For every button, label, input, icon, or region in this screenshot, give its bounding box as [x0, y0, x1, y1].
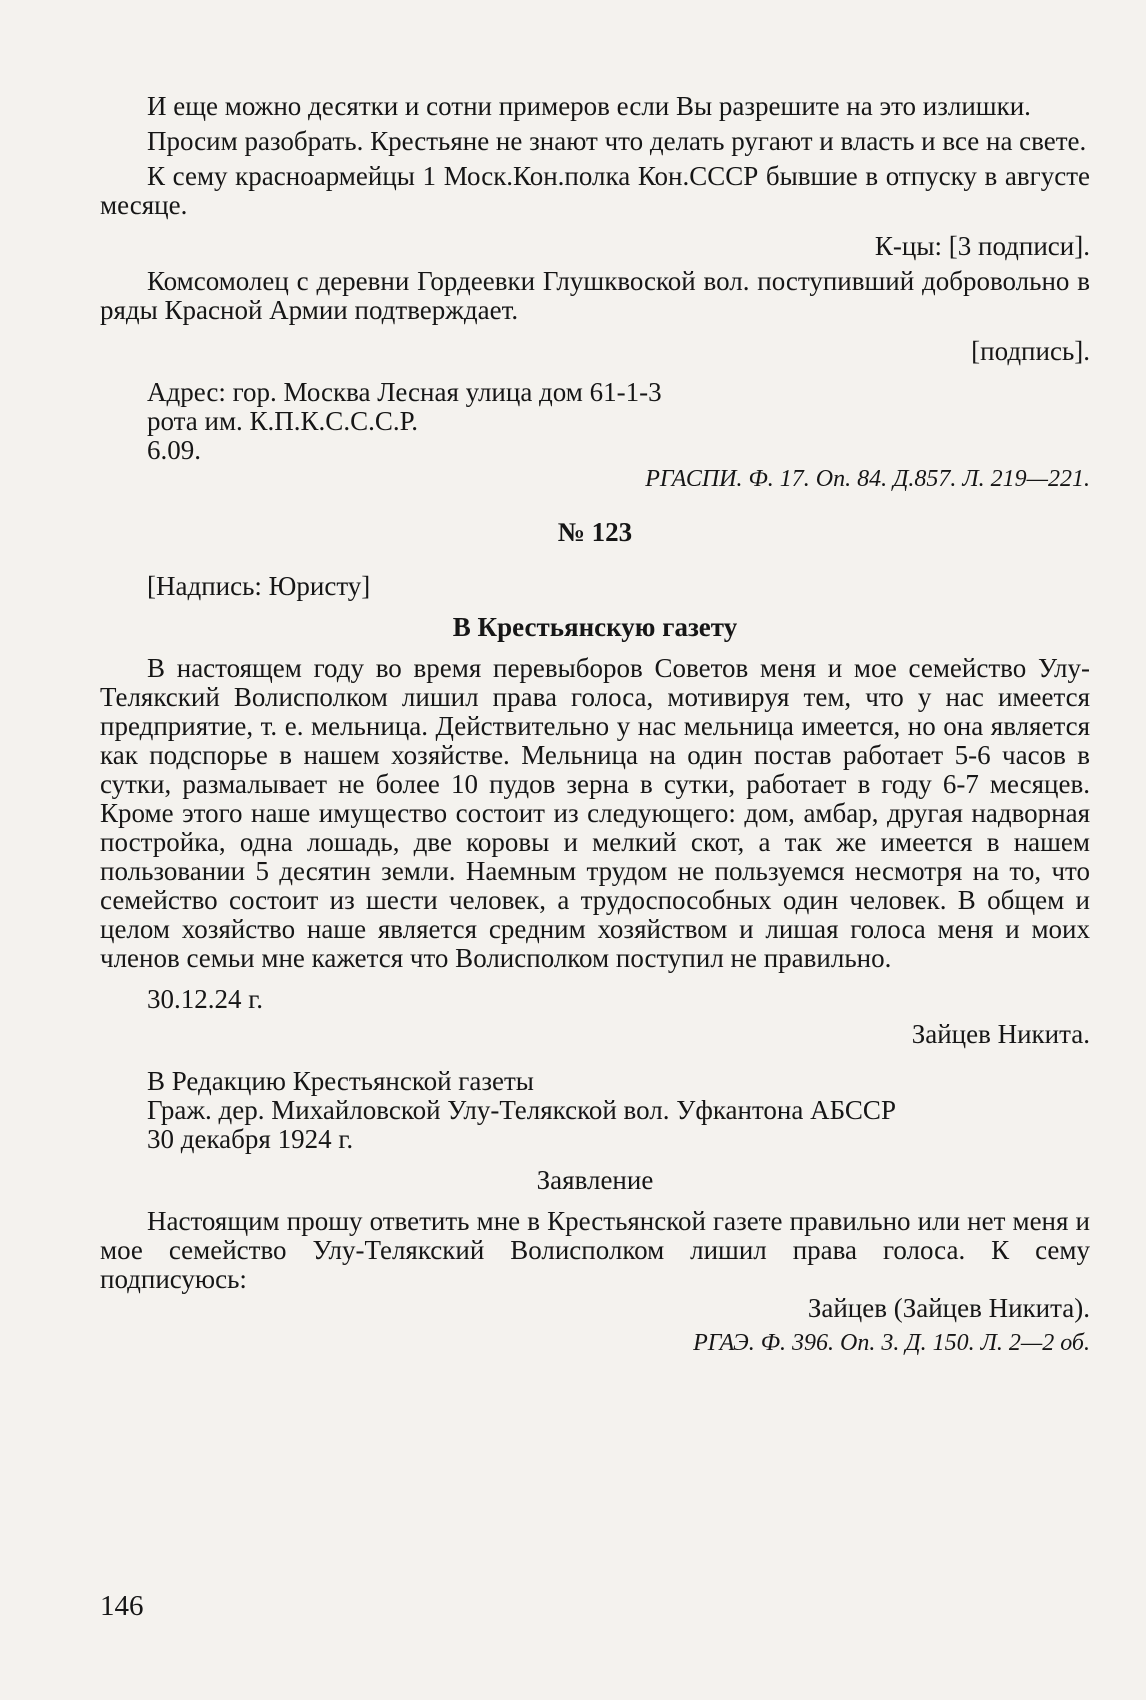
document-number: № 123: [557, 517, 633, 547]
doc123-addressee: В Редакцию Крестьянской газеты: [147, 1066, 534, 1096]
doc122-paragraph-4: Комсомолец с деревни Гордеевки Глушквоской вол. поступивший добровольно в ряды Красной Армии подтверждает.: [100, 266, 1090, 325]
doc122-paragraph-1: И еще можно десятки и сотни примеров если Вы разрешите на это излишки.: [147, 91, 1031, 121]
doc122-archive-source: РГАСПИ. Ф. 17. Оп. 84. Д.857. Л. 219—221.: [645, 466, 1090, 492]
doc123-date-2: 30 декабря 1924 г.: [147, 1124, 354, 1154]
doc122-paragraph-2: Просим разобрать. Крестьяне не знают что делать ругают и власть и все на свете.: [147, 126, 1087, 156]
doc123-body: В настоящем году во время перевыборов Советов меня и мое семейство Улу-Телякский Волисполком лишил права голоса, мотивируя тем, что у нас имеется предприятие, т. е. мельница. Действительно у нас мельница имеется, но она является как подспорье в нашем хозяйстве. Мельница на один постав работает 5-6 часов в сутки, размалывает не более 10 пудов зерна в сутки, работает в году 6-7 месяцев. Кроме этого наше имущество состоит из следующего: дом, амбар, другая надворная постройка, одна лошадь, две коровы и мелкий скот, а так же имеется в нашем пользовании 5 десятин земли. Наемным трудом не пользуемся несмотря на то, что семейство состоит из шести человек, а трудоспособных один человек. В общем и целом хозяйство наше является средним хозяйством и лишая голоса меня и моих членов семьи мне кажется что Волисполком поступил не правильно.: [100, 653, 1090, 973]
doc122-address-line-1: Адрес: гор. Москва Лесная улица дом 61-1-3: [147, 377, 662, 407]
doc122-date: 6.09.: [147, 435, 201, 465]
doc123-statement-body: Настоящим прошу ответить мне в Крестьянской газете правильно или нет меня и мое семейство Улу-Телякский Волисполком лишил права голоса. К сему подписуюсь:: [100, 1206, 1090, 1294]
doc123-heading: В Крестьянскую газету: [452, 612, 738, 642]
doc122-signature: [подпись].: [971, 336, 1090, 366]
doc123-statement-title: Заявление: [536, 1165, 654, 1195]
doc122-paragraph-3: К сему красноармейцы 1 Моск.Кон.полка Кон.СССР бывшие в отпуску в августе месяце.: [100, 161, 1090, 220]
doc123-sender: Граж. дер. Михайловской Улу-Телякской вол. Уфкантона АБССР: [147, 1095, 896, 1125]
doc123-inscription: [Надпись: Юристу]: [147, 571, 371, 601]
doc122-address-line-2: рота им. К.П.К.С.С.С.Р.: [147, 406, 418, 436]
doc123-signature-2: Зайцев (Зайцев Никита).: [807, 1293, 1090, 1323]
doc123-date: 30.12.24 г.: [147, 984, 264, 1014]
page-number: 146: [100, 1590, 144, 1622]
page-content: [100, 92, 1090, 1357]
doc123-signature: Зайцев Никита.: [911, 1019, 1090, 1049]
doc123-archive-source: РГАЭ. Ф. 396. Оп. 3. Д. 150. Л. 2—2 об.: [693, 1330, 1090, 1356]
doc122-signers: К-цы: [3 подписи].: [874, 231, 1090, 261]
